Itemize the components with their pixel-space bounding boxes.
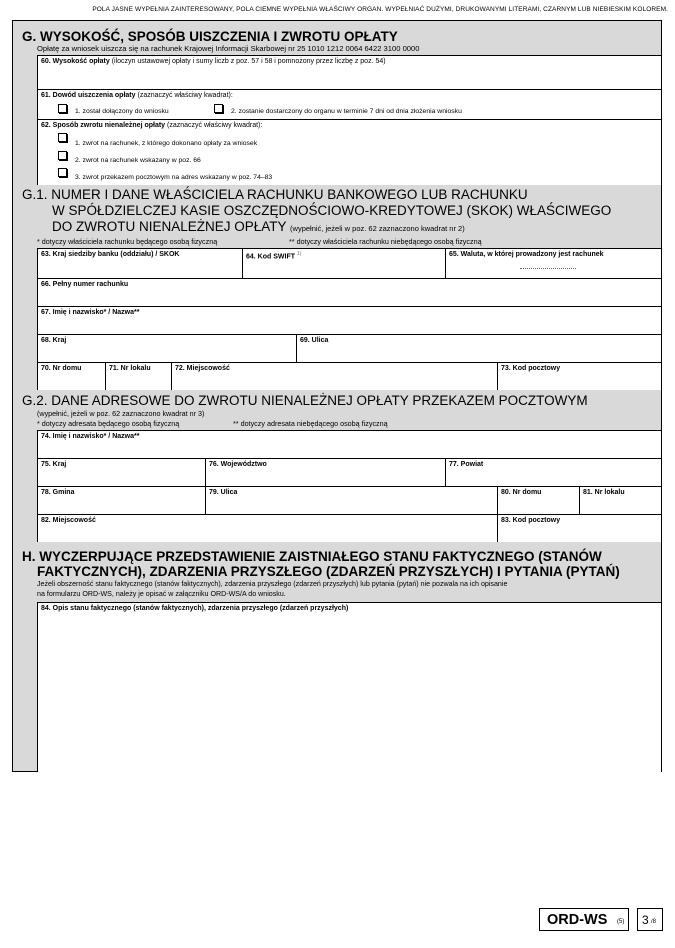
option-61-1-label: 1. został dołączony do wniosku: [75, 108, 169, 115]
field-79-label: 79. Ulica: [209, 489, 238, 496]
field-73-postal-code[interactable]: [497, 362, 662, 390]
section-h-title-line1: H. WYCZERPUJĄCE PRZEDSTAWIENIE ZAISTNIAŁEGO STANU FAKTYCZNEGO (STANÓW: [22, 549, 602, 564]
field-61-label: 61. Dowód uiszczenia opłaty: [41, 92, 136, 99]
option-62-3-label: 3. zwrot przekazem pocztowym na adres wskazany w poz. 74–83: [75, 174, 273, 181]
checkbox-61-1[interactable]: [58, 104, 67, 113]
form-sheet: [12, 20, 662, 772]
field-84-label: 84. Opis stanu faktycznego (stanów faktycznych), zdarzenia przyszłego (zdarzeń przyszłych): [41, 605, 349, 612]
section-h-hint-line2: na formularzu ORD-WS, należy je opisać w załączniku ORD-WS/A do wniosku.: [37, 590, 286, 598]
currency-dotted-line: [520, 268, 576, 269]
field-72-city[interactable]: [171, 362, 497, 390]
section-g1-title-line1: G.1. NUMER I DANE WŁAŚCICIELA RACHUNKU BANKOWEGO LUB RACHUNKU: [22, 187, 528, 202]
field-68-country[interactable]: [37, 334, 296, 362]
field-83-postal-code[interactable]: [497, 514, 662, 542]
option-61-2-label: 2. zostanie dostarczony do organu w terminie 7 dni od dnia złożenia wniosku: [231, 108, 462, 115]
field-70-label: 70. Nr domu: [41, 365, 82, 372]
page-number-box: [637, 908, 663, 931]
section-g2-title: G.2. DANE ADRESOWE DO ZWROTU NIENALEŻNEJ OPŁATY PRZEKAZEM POCZTOWYM: [22, 393, 588, 408]
field-76-voivodeship[interactable]: [205, 458, 445, 486]
section-g1-title-line2: W SPÓŁDZIELCZEJ KASIE OSZCZĘDNOŚCIOWO-KREDYTOWEJ (SKOK) WŁAŚCIWEGO: [52, 203, 612, 218]
field-63-bank-country[interactable]: [37, 248, 242, 278]
option-62-1-label: 1. zwrot na rachunek, z którego dokonano opłaty za wniosek: [75, 140, 258, 147]
field-75-label: 75. Kraj: [41, 461, 67, 468]
field-74-addressee-name[interactable]: [37, 430, 662, 458]
section-g2-note-1: * dotyczy adresata będącego osobą fizyczną: [37, 419, 180, 428]
field-77-county[interactable]: [445, 458, 662, 486]
section-g-subtitle: Opłatę za wniosek uiszcza się na rachunek Krajowej Informacji Skarbowej nr 25 1010 1212 0064 6422 3100 0000: [37, 44, 420, 53]
section-h-hint-line1: Jeżeli obszerność stanu faktycznego (stanów faktycznych), zdarzenia przyszłego (zdarzeń przyszłych) lub pytania (pytań) nie pozwala na ich opisanie: [37, 580, 508, 588]
field-77-label: 77. Powiat: [449, 461, 484, 468]
field-64-label: 64. Kod SWIFT: [246, 253, 295, 261]
field-62-refund-method: [37, 119, 662, 185]
field-69-label: 69. Ulica: [300, 337, 329, 344]
field-60-fee-amount[interactable]: [37, 55, 662, 89]
field-82-city[interactable]: [37, 514, 497, 542]
section-g-title: G. WYSOKOŚĆ, SPOSÓB UISZCZENIA I ZWROTU OPŁATY: [22, 29, 398, 44]
field-68-label: 68. Kraj: [41, 337, 67, 344]
form-code: ORD-WS: [547, 912, 608, 928]
field-78-commune[interactable]: [37, 486, 205, 514]
section-g1-title-line3-text: DO ZWROTU NIENALEŻNEJ OPŁATY: [52, 219, 287, 234]
field-73-label: 73. Kod pocztowy: [501, 365, 561, 372]
field-75-country[interactable]: [37, 458, 205, 486]
field-72-label: 72. Miejscowość: [175, 365, 230, 372]
checkbox-62-2[interactable]: [58, 151, 67, 160]
section-h-title-line2: FAKTYCZNYCH), ZDARZENIA PRZYSZŁEGO (ZDARZEŃ PRZYSZŁYCH) I PYTANIA (PYTAŃ): [37, 564, 620, 579]
page-number: 3: [642, 913, 649, 927]
field-79-street[interactable]: [205, 486, 497, 514]
field-71-label: 71. Nr lokalu: [109, 365, 151, 372]
form-version: (5): [617, 919, 625, 925]
section-g1-note-2: ** dotyczy właściciela rachunku niebędącego osobą fizyczną: [289, 237, 482, 246]
checkbox-62-1[interactable]: [58, 133, 67, 142]
field-69-street[interactable]: [296, 334, 662, 362]
form-code-box: [539, 908, 629, 931]
checkbox-61-2[interactable]: [214, 104, 223, 113]
field-78-label: 78. Gmina: [41, 489, 75, 496]
field-70-house-number[interactable]: [37, 362, 105, 390]
field-67-label: 67. Imię i nazwisko* / Nazwa**: [41, 309, 140, 316]
field-64-footnote: 1): [296, 251, 302, 257]
field-80-label: 80. Nr domu: [501, 489, 542, 496]
section-g2-note-2: ** dotyczy adresata niebędącego osobą fizyczną: [233, 419, 388, 428]
field-76-label: 76. Województwo: [209, 461, 267, 468]
field-62-label: 62. Sposób zwrotu nienależnej opłaty: [41, 122, 166, 129]
fill-instructions: POLA JASNE WYPEŁNIA ZAINTERESOWANY, POLA CIEMNE WYPEŁNIA WŁAŚCIWY ORGAN. WYPEŁNIAĆ DUŻYMI, DRUKOWANYMI LITERAMI, CZARNYM LUB NIEBIESKIM KOLOREM.: [92, 6, 668, 13]
page-total: /8: [651, 919, 657, 925]
field-61-payment-proof: [37, 89, 662, 119]
field-65-currency[interactable]: [445, 248, 662, 278]
section-g1-hint: (wypełnić, jeżeli w poz. 62 zaznaczono kwadrat nr 2): [290, 224, 465, 233]
field-81-apartment-number[interactable]: [579, 486, 662, 514]
field-60-label: 60. Wysokość opłaty: [41, 58, 110, 65]
field-80-house-number[interactable]: [497, 486, 579, 514]
field-74-label: 74. Imię i nazwisko* / Nazwa**: [41, 433, 140, 440]
option-62-2-label: 2. zwrot na rachunek wskazany w poz. 66: [75, 157, 201, 164]
field-64-swift[interactable]: [242, 248, 445, 278]
field-71-apartment-number[interactable]: [105, 362, 171, 390]
field-67-owner-name[interactable]: [37, 306, 662, 334]
section-g1-note-1: * dotyczy właściciela rachunku będącego osobą fizyczną: [37, 237, 218, 246]
section-g2-hint: (wypełnić, jeżeli w poz. 62 zaznaczono kwadrat nr 3): [37, 409, 205, 418]
field-63-label: 63. Kraj siedziby banku (oddziału) / SKOK: [41, 251, 180, 258]
field-62-hint: (zaznaczyć właściwy kwadrat):: [167, 122, 263, 129]
field-82-label: 82. Miejscowość: [41, 517, 96, 524]
field-83-label: 83. Kod pocztowy: [501, 517, 561, 524]
field-61-hint: (zaznaczyć właściwy kwadrat):: [137, 92, 233, 99]
field-81-label: 81. Nr lokalu: [583, 489, 625, 496]
field-66-account-number[interactable]: [37, 278, 662, 306]
field-66-label: 66. Pełny numer rachunku: [41, 281, 129, 288]
field-84-description[interactable]: [37, 602, 662, 772]
field-60-hint: (iloczyn ustawowej opłaty i sumy liczb z poz. 57 i 58 i pomnożony przez liczbę z poz. 54): [111, 58, 386, 65]
section-g1-title-line3: [52, 220, 465, 236]
checkbox-62-3[interactable]: [58, 168, 67, 177]
field-65-label: 65. Waluta, w której prowadzony jest rachunek: [449, 251, 604, 258]
